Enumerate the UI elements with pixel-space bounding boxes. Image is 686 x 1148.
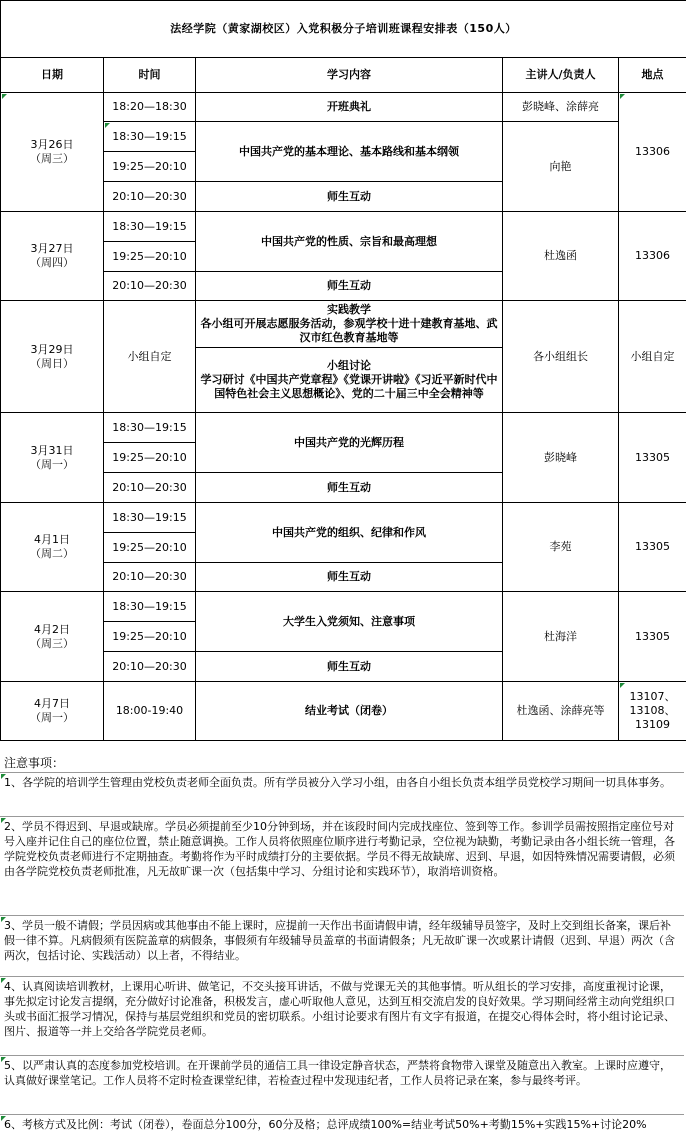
note-item-3: 3、学员一般不请假；学员因病或其他事由不能上课时，应提前一天作出书面请假申请，经年级辅导员签字，及时上交到组长备案，课后补假一律不算。凡病假须有医院盖章的病假条，事假须有年级辅导员盖章的书面请假条；凡无故旷课一次或累计请假（迟到、早退）两次（含两次，包括讨论、实践活动）以上者，不得结业。: [0, 915, 684, 976]
time-cell: 18:20—18:30: [104, 93, 196, 122]
note-item-1: 1、各学院的培训学生管理由党校负责老师全面负责。所有学员被分入学习小组，由各自小组长负责本组学员党校学习期间一切具体事务。: [0, 772, 684, 816]
time-cell: 18:30—19:15: [104, 122, 196, 152]
content-cell: 实践教学 各小组可开展志愿服务活动，参观学校十进十建教育基地、武汉市红色教育基地等: [196, 301, 503, 348]
content-cell: 中国共产党的组织、纪律和作风: [196, 503, 503, 563]
content-cell: 中国共产党的光辉历程: [196, 413, 503, 473]
content-cell: 中国共产党的性质、宗旨和最高理想: [196, 212, 503, 272]
content-cell: 中国共产党的基本理论、基本路线和基本纲领: [196, 122, 503, 182]
content-cell: 师生互动: [196, 272, 503, 301]
cell-marker-icon: [1, 1057, 6, 1062]
header-time: 时间: [104, 58, 196, 93]
time-cell: 小组自定: [104, 301, 196, 413]
date-cell: 4月7日 （周一）: [1, 682, 104, 741]
note-item-6: 6、考核方式及比例：考试（闭卷），卷面总分100分，60分及格；总评成绩100%=结业考试50%+考勤15%+实践15%+讨论20%: [0, 1114, 684, 1148]
content-cell: 结业考试（闭卷）: [196, 682, 503, 741]
time-cell: 20:10—20:30: [104, 182, 196, 212]
time-cell: 20:10—20:30: [104, 563, 196, 592]
date-cell: 3月31日 （周一）: [1, 413, 104, 503]
time-cell: 20:10—20:30: [104, 652, 196, 682]
time-cell: 19:25—20:10: [104, 242, 196, 272]
content-cell: 师生互动: [196, 563, 503, 592]
content-cell: 开班典礼: [196, 93, 503, 122]
speaker-cell: 彭晓峰: [503, 413, 619, 503]
speaker-cell: 各小组组长: [503, 301, 619, 413]
speaker-cell: 李苑: [503, 503, 619, 592]
cell-marker-icon: [1, 774, 6, 779]
speaker-cell: 杜海洋: [503, 592, 619, 682]
cell-marker-icon: [1, 978, 6, 983]
place-cell: 小组自定: [619, 301, 686, 413]
speaker-cell: 杜逸函、涂薛亮等: [503, 682, 619, 741]
time-cell: 19:25—20:10: [104, 622, 196, 652]
time-cell: 20:10—20:30: [104, 272, 196, 301]
header-date: 日期: [1, 58, 104, 93]
date-cell: 3月26日 （周三）: [1, 93, 104, 212]
note-item-2: 2、学员不得迟到、早退或缺席。学员必须提前至少10分钟到场，并在该段时间内完成找座位、签到等工作。参训学员需按照指定座位号对号入座并记住自己的座位位置，禁止随意调换。工作人员将依照座位顺序进行考勤记录，空位视为缺勤，考勤记录由各小组长统一管理，各学院党校负责老师进行不定期抽查。考勤将作为平时成绩打分的主要依据。学员不得无故缺席、迟到、早退，如因特殊情况需要请假，必须由各学院党校负责老师批准，凡无故旷课一次（包括集中学习、分组讨论和实践环节），取消培训资格。: [0, 816, 684, 915]
time-cell: 18:30—19:15: [104, 503, 196, 533]
speaker-cell: 彭晓峰、涂薛亮: [503, 93, 619, 122]
cell-marker-icon: [1, 917, 6, 922]
time-cell: 18:00-19:40: [104, 682, 196, 741]
place-cell: 13107、 13108、 13109: [619, 682, 686, 741]
note-item-4: 4、认真阅读培训教材，上课用心听讲、做笔记，不交头接耳讲话，不做与党课无关的其他事情。听从组长的学习安排，高度重视讨论课，事先拟定讨论发言提纲，充分做好讨论准备，积极发言，虚心听取他人意见，达到互相交流启发的良好效果。学习期间经常主动向党组织口头或书面汇报学习情况，保持与基层党组织和党员的密切联系。小组讨论要求有图片有文字有报道，在提交心得体会时，将小组讨论记录、图片、报道等一并上交给各学院党员老师。: [0, 976, 684, 1055]
date-cell: 4月1日 （周二）: [1, 503, 104, 592]
time-cell: 19:25—20:10: [104, 152, 196, 182]
time-cell: 18:30—19:15: [104, 212, 196, 242]
header-speaker: 主讲人/负责人: [503, 58, 619, 93]
time-cell: 18:30—19:15: [104, 592, 196, 622]
content-cell: 师生互动: [196, 473, 503, 503]
place-cell: 13305: [619, 413, 686, 503]
header-place: 地点: [619, 58, 686, 93]
date-cell: 4月2日 （周三）: [1, 592, 104, 682]
note-item-5: 5、以严肃认真的态度参加党校培训。在开课前学员的通信工具一律设定静音状态，严禁将食物带入课堂及随意出入教室。上课时应遵守，认真做好课堂笔记。工作人员将不定时检查课堂纪律，若检查过程中发现违纪者，工作人员将记录在案，参与最终考评。: [0, 1055, 684, 1114]
speaker-cell: 向艳: [503, 122, 619, 212]
place-cell: 13305: [619, 503, 686, 592]
time-cell: 18:30—19:15: [104, 413, 196, 443]
page-title: 法经学院（黄家湖校区）入党积极分子培训班课程安排表（150人）: [1, 1, 686, 58]
cell-marker-icon: [1, 1116, 6, 1121]
content-cell: 小组讨论 学习研讨《中国共产党章程》《党课开讲啦》《习近平新时代中国特色社会主义思想概论》、党的二十届三中全会精神等: [196, 348, 503, 413]
place-cell: 13306: [619, 212, 686, 301]
content-cell: 师生互动: [196, 652, 503, 682]
time-cell: 19:25—20:10: [104, 443, 196, 473]
date-cell: 3月27日 （周四）: [1, 212, 104, 301]
speaker-cell: 杜逸函: [503, 212, 619, 301]
content-cell: 大学生入党须知、注意事项: [196, 592, 503, 652]
cell-marker-icon: [1, 818, 6, 823]
time-cell: 20:10—20:30: [104, 473, 196, 503]
place-cell: 13306: [619, 93, 686, 212]
date-cell: 3月29日 （周日）: [1, 301, 104, 413]
header-content: 学习内容: [196, 58, 503, 93]
place-cell: 13305: [619, 592, 686, 682]
notes-heading: 注意事项：: [4, 756, 65, 770]
content-cell: 师生互动: [196, 182, 503, 212]
time-cell: 19:25—20:10: [104, 533, 196, 563]
